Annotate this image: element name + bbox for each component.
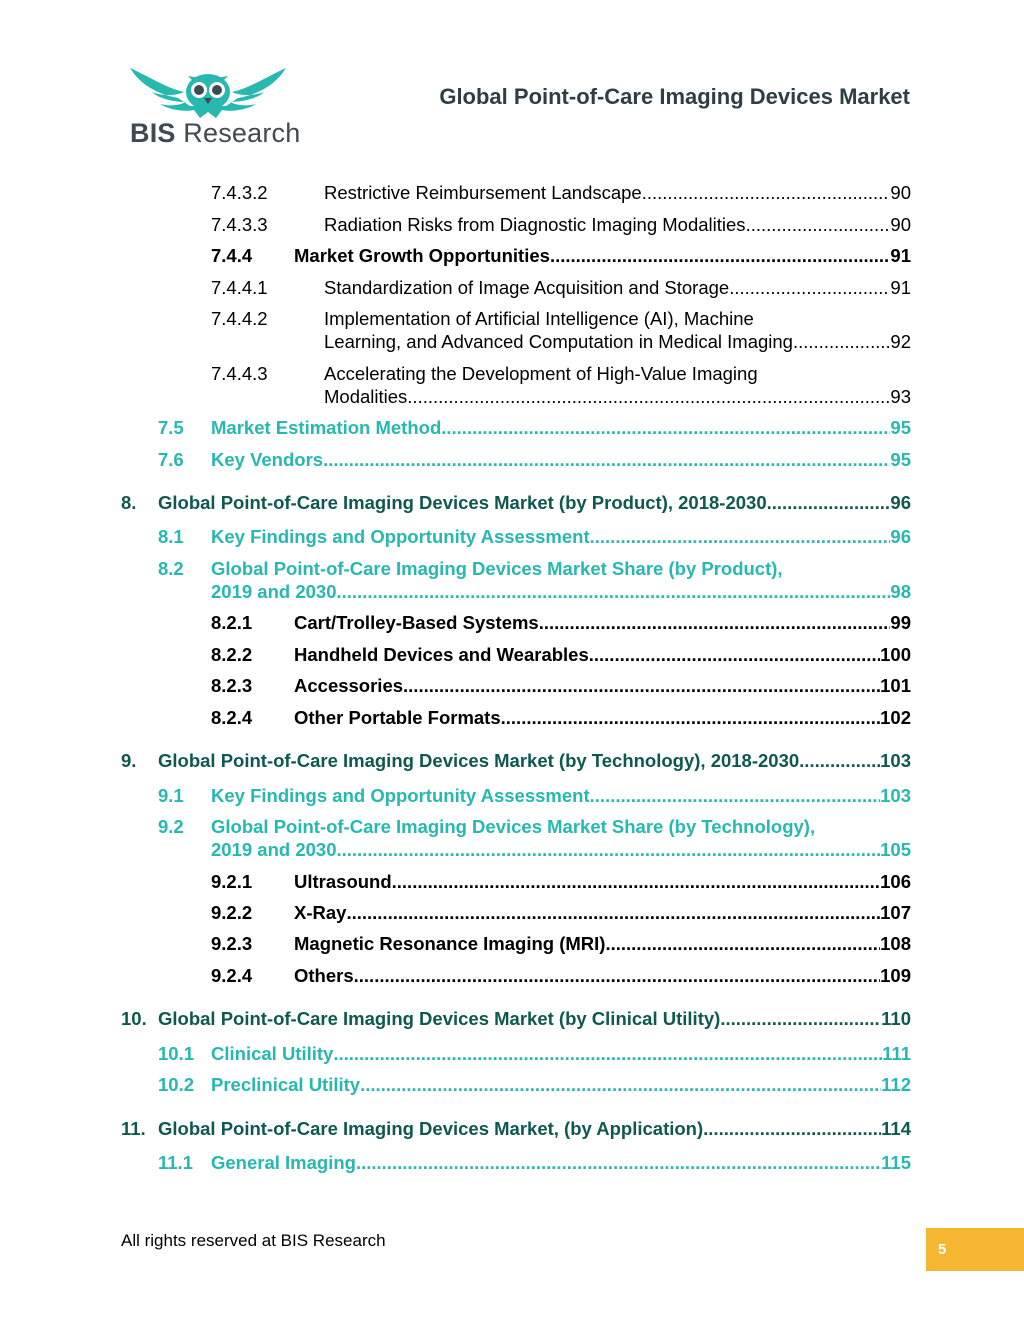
page-number-badge [926, 1228, 1024, 1271]
toc-entry-8-2-2[interactable]: 8.2.2 Handheld Devices and Wearables ..... 100 [211, 643, 911, 666]
toc-entry-7-4-4-2[interactable]: 7.4.4.2 Implementation of Artificial Intelligence (AI), Machine Learning, and Advanced Computation in Medical Imaging ..... 92 [211, 307, 911, 353]
toc-entry-8-2-1[interactable]: 8.2.1 Cart/Trolley-Based Systems ..... 99 [211, 611, 911, 634]
toc-entry-11-1[interactable]: 11.1 General Imaging ..... 115 [158, 1151, 911, 1174]
logo-wordmark: BIS Research [130, 118, 301, 148]
toc-entry-9-2-3[interactable]: 9.2.3 Magnetic Resonance Imaging (MRI) ..... 108 [211, 932, 911, 955]
toc-entry-9-2-2[interactable]: 9.2.2 X-Ray ..... 107 [211, 901, 911, 924]
toc-entry-9-2-4[interactable]: 9.2.4 Others ..... 109 [211, 964, 911, 987]
document-title: Global Point-of-Care Imaging Devices Market [439, 84, 910, 109]
toc-entry-8-2-4[interactable]: 8.2.4 Other Portable Formats ..... 102 [211, 706, 911, 729]
toc-entry-7-4-4[interactable]: 7.4.4 Market Growth Opportunities ..... 91 [211, 244, 911, 267]
toc-entry-8-2[interactable]: 8.2 Global Point-of-Care Imaging Devices Market Share (by Product), 2019 and 2030 ..... 98 [158, 557, 911, 603]
toc-entry-7-6[interactable]: 7.6 Key Vendors ..... 95 [158, 448, 911, 471]
toc-entry-9[interactable]: 9. Global Point-of-Care Imaging Devices Market (by Technology), 2018-2030 ..... 103 [121, 749, 911, 772]
toc-entry-10-2[interactable]: 10.2 Preclinical Utility ..... 112 [158, 1073, 911, 1096]
toc-entry-7-4-4-1[interactable]: 7.4.4.1 Standardization of Image Acquisition and Storage ..... 91 [211, 276, 911, 299]
toc-entry-9-2-1[interactable]: 9.2.1 Ultrasound ..... 106 [211, 870, 911, 893]
toc-entry-11[interactable]: 11. Global Point-of-Care Imaging Devices Market, (by Application) ..... 114 [121, 1117, 911, 1140]
toc-entry-8-1[interactable]: 8.1 Key Findings and Opportunity Assessment ..... 96 [158, 525, 911, 548]
toc-entry-7-4-3-3[interactable]: 7.4.3.3 Radiation Risks from Diagnostic Imaging Modalities ..... 90 [211, 213, 911, 236]
toc-entry-8[interactable]: 8. Global Point-of-Care Imaging Devices Market (by Product), 2018-2030 ..... 96 [121, 491, 911, 514]
toc-entry-7-4-3-2[interactable]: 7.4.3.2 Restrictive Reimbursement Landscape ..... 90 [211, 181, 911, 204]
toc-entry-8-2-3[interactable]: 8.2.3 Accessories ..... 101 [211, 674, 911, 697]
toc-entry-10-1[interactable]: 10.1 Clinical Utility ..... 111 [158, 1042, 911, 1065]
toc-entry-10[interactable]: 10. Global Point-of-Care Imaging Devices Market (by Clinical Utility) ..... 110 [121, 1007, 911, 1030]
toc-entry-9-2[interactable]: 9.2 Global Point-of-Care Imaging Devices Market Share (by Technology), 2019 and 2030 ..... 105 [158, 815, 911, 861]
page-number: 5 [938, 1241, 947, 1258]
toc-entry-7-4-4-3[interactable]: 7.4.4.3 Accelerating the Development of High-Value Imaging Modalities ..... 93 [211, 362, 911, 408]
footer-rights: All rights reserved at BIS Research [121, 1231, 386, 1250]
toc-entry-9-1[interactable]: 9.1 Key Findings and Opportunity Assessment ..... 103 [158, 784, 911, 807]
toc-entry-7-5[interactable]: 7.5 Market Estimation Method ..... 95 [158, 416, 911, 439]
